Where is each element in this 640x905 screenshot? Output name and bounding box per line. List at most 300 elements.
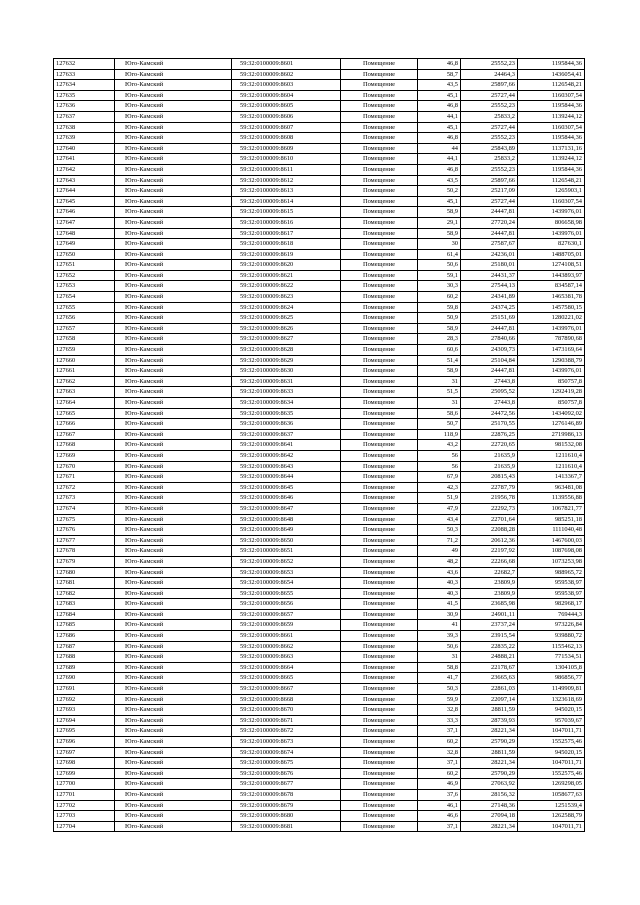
table-row [54,811,585,822]
table-row [54,111,585,122]
price-per-sqm-cell: 22701,64 [461,514,518,525]
total-value-cell: 771534,51 [518,652,585,663]
object-type-cell: Помещение [341,323,418,334]
total-value-cell: 1280221,02 [518,313,585,324]
price-per-sqm-cell: 28811,59 [461,705,518,716]
area-cell: 40,3 [418,578,461,589]
object-type-cell: Помещение [341,281,418,292]
price-per-sqm-cell: 22720,65 [461,440,518,451]
object-type-cell: Помещение [341,302,418,313]
table-row [54,80,585,91]
cadastral-number-cell: 59:32:0100009:8681 [232,821,341,832]
price-per-sqm-cell: 22088,28 [461,525,518,536]
area-cell: 49 [418,546,461,557]
area-cell: 48,2 [418,556,461,567]
row-id-cell: 127670 [54,461,115,472]
price-per-sqm-cell: 23915,54 [461,631,518,642]
price-per-sqm-cell: 25552,23 [461,59,518,70]
row-id-cell: 127633 [54,69,115,80]
area-cell: 67,9 [418,472,461,483]
object-type-cell: Помещение [341,503,418,514]
area-cell: 43,6 [418,567,461,578]
price-per-sqm-cell: 25552,23 [461,101,518,112]
cadastral-number-cell: 59:32:0100009:8654 [232,578,341,589]
object-type-cell: Помещение [341,133,418,144]
cadastral-number-cell: 59:32:0100009:8608 [232,133,341,144]
price-per-sqm-cell: 28221,34 [461,758,518,769]
object-type-cell: Помещение [341,334,418,345]
total-value-cell: 957039,67 [518,715,585,726]
cadastral-number-cell: 59:32:0100009:8611 [232,164,341,175]
total-value-cell: 1155462,13 [518,641,585,652]
price-per-sqm-cell: 24374,25 [461,302,518,313]
cadastral-number-cell: 59:32:0100009:8665 [232,673,341,684]
cadastral-number-cell: 59:32:0100009:8630 [232,366,341,377]
table-row [54,662,585,673]
price-per-sqm-cell: 28811,59 [461,747,518,758]
row-id-cell: 127685 [54,620,115,631]
row-id-cell: 127678 [54,546,115,557]
price-per-sqm-cell: 24447,81 [461,228,518,239]
object-type-cell: Помещение [341,588,418,599]
table-row [54,376,585,387]
area-cell: 29,1 [418,217,461,228]
row-id-cell: 127684 [54,609,115,620]
row-id-cell: 127681 [54,578,115,589]
cadastral-number-cell: 59:32:0100009:8605 [232,101,341,112]
table-row [54,503,585,514]
district-cell: Юго-Камский [115,631,232,642]
area-cell: 30 [418,239,461,250]
price-per-sqm-cell: 25897,66 [461,80,518,91]
cadastral-number-cell: 59:32:0100009:8613 [232,186,341,197]
area-cell: 50,2 [418,186,461,197]
table-row [54,398,585,409]
district-cell: Юго-Камский [115,546,232,557]
district-cell: Юго-Камский [115,366,232,377]
total-value-cell: 1111040,48 [518,525,585,536]
table-row [54,493,585,504]
row-id-cell: 127652 [54,270,115,281]
area-cell: 32,8 [418,747,461,758]
object-type-cell: Помещение [341,684,418,695]
price-per-sqm-cell: 24447,81 [461,207,518,218]
area-cell: 60,2 [418,768,461,779]
table-row [54,514,585,525]
total-value-cell: 1552575,46 [518,737,585,748]
object-type-cell: Помещение [341,631,418,642]
price-per-sqm-cell: 21635,9 [461,450,518,461]
district-cell: Юго-Камский [115,525,232,536]
row-id-cell: 127704 [54,821,115,832]
total-value-cell: 787890,68 [518,334,585,345]
district-cell: Юго-Камский [115,768,232,779]
cadastral-number-cell: 59:32:0100009:8650 [232,535,341,546]
row-id-cell: 127668 [54,440,115,451]
district-cell: Юго-Камский [115,779,232,790]
object-type-cell: Помещение [341,249,418,260]
table-row [54,578,585,589]
total-value-cell: 1087698,08 [518,546,585,557]
object-type-cell: Помещение [341,69,418,80]
price-per-sqm-cell: 25552,23 [461,133,518,144]
area-cell: 50,6 [418,260,461,271]
cadastral-number-cell: 59:32:0100009:8678 [232,789,341,800]
cadastral-number-cell: 59:32:0100009:8635 [232,408,341,419]
area-cell: 30,3 [418,281,461,292]
table-row [54,472,585,483]
table-row [54,419,585,430]
district-cell: Юго-Камский [115,133,232,144]
table-row [54,684,585,695]
district-cell: Юго-Камский [115,800,232,811]
cadastral-number-cell: 59:32:0100009:8679 [232,800,341,811]
total-value-cell: 1195844,36 [518,101,585,112]
area-cell: 37,1 [418,758,461,769]
cadastral-number-cell: 59:32:0100009:8676 [232,768,341,779]
total-value-cell: 1304105,8 [518,662,585,673]
total-value-cell: 1436054,41 [518,69,585,80]
area-cell: 30,9 [418,609,461,620]
total-value-cell: 1195844,36 [518,164,585,175]
area-cell: 58,8 [418,662,461,673]
row-id-cell: 127666 [54,419,115,430]
price-per-sqm-cell: 21635,9 [461,461,518,472]
row-id-cell: 127636 [54,101,115,112]
total-value-cell: 1047011,71 [518,758,585,769]
object-type-cell: Помещение [341,715,418,726]
object-type-cell: Помещение [341,228,418,239]
price-per-sqm-cell: 22292,73 [461,503,518,514]
row-id-cell: 127650 [54,249,115,260]
area-cell: 40,3 [418,588,461,599]
row-id-cell: 127701 [54,789,115,800]
object-type-cell: Помещение [341,260,418,271]
cadastral-number-cell: 59:32:0100009:8657 [232,609,341,620]
cadastral-number-cell: 59:32:0100009:8672 [232,726,341,737]
object-type-cell: Помещение [341,186,418,197]
cadastral-number-cell: 59:32:0100009:8646 [232,493,341,504]
row-id-cell: 127641 [54,154,115,165]
row-id-cell: 127665 [54,408,115,419]
row-id-cell: 127687 [54,641,115,652]
object-type-cell: Помещение [341,175,418,186]
price-per-sqm-cell: 25552,23 [461,164,518,175]
object-type-cell: Помещение [341,450,418,461]
cadastral-number-cell: 59:32:0100009:8662 [232,641,341,652]
cadastral-number-cell: 59:32:0100009:8655 [232,588,341,599]
price-per-sqm-cell: 27443,8 [461,398,518,409]
total-value-cell: 769444,3 [518,609,585,620]
district-cell: Юго-Камский [115,821,232,832]
area-cell: 58,7 [418,69,461,80]
total-value-cell: 1149909,81 [518,684,585,695]
price-per-sqm-cell: 24309,73 [461,345,518,356]
price-per-sqm-cell: 22876,25 [461,429,518,440]
district-cell: Юго-Камский [115,609,232,620]
district-cell: Юго-Камский [115,398,232,409]
row-id-cell: 127673 [54,493,115,504]
row-id-cell: 127632 [54,59,115,70]
cadastral-number-cell: 59:32:0100009:8628 [232,345,341,356]
row-id-cell: 127697 [54,747,115,758]
area-cell: 42,3 [418,482,461,493]
row-id-cell: 127664 [54,398,115,409]
table-row [54,599,585,610]
cadastral-number-cell: 59:32:0100009:8680 [232,811,341,822]
total-value-cell: 1211610,4 [518,450,585,461]
district-cell: Юго-Камский [115,249,232,260]
district-cell: Юго-Камский [115,599,232,610]
cadastral-number-cell: 59:32:0100009:8601 [232,59,341,70]
district-cell: Юго-Камский [115,684,232,695]
total-value-cell: 1160307,54 [518,122,585,133]
district-cell: Юго-Камский [115,111,232,122]
cadastral-number-cell: 59:32:0100009:8610 [232,154,341,165]
object-type-cell: Помещение [341,662,418,673]
price-per-sqm-cell: 25170,55 [461,419,518,430]
cadastral-number-cell: 59:32:0100009:8661 [232,631,341,642]
total-value-cell: 1262588,79 [518,811,585,822]
row-id-cell: 127662 [54,376,115,387]
district-cell: Юго-Камский [115,228,232,239]
district-cell: Юго-Камский [115,535,232,546]
price-per-sqm-cell: 27840,66 [461,334,518,345]
object-type-cell: Помещение [341,535,418,546]
area-cell: 37,6 [418,789,461,800]
total-value-cell: 963481,08 [518,482,585,493]
object-type-cell: Помещение [341,758,418,769]
row-id-cell: 127682 [54,588,115,599]
area-cell: 45,1 [418,122,461,133]
district-cell: Юго-Камский [115,175,232,186]
object-type-cell: Помещение [341,546,418,557]
price-per-sqm-cell: 25217,09 [461,186,518,197]
row-id-cell: 127645 [54,196,115,207]
cadastral-number-cell: 59:32:0100009:8606 [232,111,341,122]
object-type-cell: Помещение [341,313,418,324]
table-row [54,270,585,281]
area-cell: 45,1 [418,90,461,101]
total-value-cell: 850757,8 [518,398,585,409]
price-per-sqm-cell: 27148,36 [461,800,518,811]
row-id-cell: 127703 [54,811,115,822]
price-per-sqm-cell: 22787,79 [461,482,518,493]
table-row [54,313,585,324]
table-row [54,715,585,726]
district-cell: Юго-Камский [115,376,232,387]
row-id-cell: 127671 [54,472,115,483]
object-type-cell: Помещение [341,366,418,377]
cadastral-number-cell: 59:32:0100009:8631 [232,376,341,387]
total-value-cell: 806658,98 [518,217,585,228]
total-value-cell: 959538,97 [518,588,585,599]
price-per-sqm-cell: 27587,67 [461,239,518,250]
price-per-sqm-cell: 23737,24 [461,620,518,631]
district-cell: Юго-Камский [115,281,232,292]
area-cell: 59,9 [418,694,461,705]
row-id-cell: 127689 [54,662,115,673]
price-per-sqm-cell: 27063,92 [461,779,518,790]
row-id-cell: 127675 [54,514,115,525]
cadastral-number-cell: 59:32:0100009:8624 [232,302,341,313]
table-row [54,355,585,366]
row-id-cell: 127659 [54,345,115,356]
total-value-cell: 1195844,36 [518,133,585,144]
table-row [54,59,585,70]
area-cell: 31 [418,652,461,663]
area-cell: 60,6 [418,345,461,356]
area-cell: 118,9 [418,429,461,440]
table-row [54,429,585,440]
object-type-cell: Помещение [341,292,418,303]
district-cell: Юго-Камский [115,662,232,673]
cadastral-number-cell: 59:32:0100009:8649 [232,525,341,536]
district-cell: Юго-Камский [115,450,232,461]
area-cell: 50,7 [418,419,461,430]
row-id-cell: 127655 [54,302,115,313]
object-type-cell: Помещение [341,556,418,567]
price-per-sqm-cell: 23809,9 [461,578,518,589]
cadastral-number-cell: 59:32:0100009:8644 [232,472,341,483]
property-table [53,58,585,832]
table-row [54,217,585,228]
district-cell: Юго-Камский [115,270,232,281]
total-value-cell: 1269298,05 [518,779,585,790]
district-cell: Юго-Камский [115,440,232,451]
cadastral-number-cell: 59:32:0100009:8675 [232,758,341,769]
total-value-cell: 1067821,77 [518,503,585,514]
area-cell: 46,9 [418,779,461,790]
total-value-cell: 1139244,12 [518,154,585,165]
district-cell: Юго-Камский [115,514,232,525]
price-per-sqm-cell: 28221,34 [461,726,518,737]
cadastral-number-cell: 59:32:0100009:8671 [232,715,341,726]
object-type-cell: Помещение [341,472,418,483]
table-row [54,122,585,133]
row-id-cell: 127658 [54,334,115,345]
cadastral-number-cell: 59:32:0100009:8652 [232,556,341,567]
table-row [54,186,585,197]
area-cell: 31 [418,398,461,409]
cadastral-number-cell: 59:32:0100009:8607 [232,122,341,133]
object-type-cell: Помещение [341,694,418,705]
object-type-cell: Помещение [341,599,418,610]
area-cell: 61,4 [418,249,461,260]
area-cell: 43,2 [418,440,461,451]
price-per-sqm-cell: 25843,89 [461,143,518,154]
table-row [54,694,585,705]
table-row [54,133,585,144]
total-value-cell: 1195844,36 [518,59,585,70]
district-cell: Юго-Камский [115,503,232,514]
cadastral-number-cell: 59:32:0100009:8637 [232,429,341,440]
area-cell: 41,7 [418,673,461,684]
row-id-cell: 127695 [54,726,115,737]
area-cell: 37,1 [418,821,461,832]
cadastral-number-cell: 59:32:0100009:8643 [232,461,341,472]
cadastral-number-cell: 59:32:0100009:8625 [232,313,341,324]
total-value-cell: 1160307,54 [518,196,585,207]
price-per-sqm-cell: 27443,8 [461,376,518,387]
total-value-cell: 1160307,54 [518,90,585,101]
table-row [54,164,585,175]
cadastral-number-cell: 59:32:0100009:8617 [232,228,341,239]
area-cell: 46,8 [418,59,461,70]
row-id-cell: 127677 [54,535,115,546]
cadastral-number-cell: 59:32:0100009:8667 [232,684,341,695]
area-cell: 58,9 [418,366,461,377]
district-cell: Юго-Камский [115,313,232,324]
price-per-sqm-cell: 25104,84 [461,355,518,366]
object-type-cell: Помещение [341,387,418,398]
cadastral-number-cell: 59:32:0100009:8648 [232,514,341,525]
object-type-cell: Помещение [341,609,418,620]
total-value-cell: 1323618,69 [518,694,585,705]
table-row [54,535,585,546]
district-cell: Юго-Камский [115,461,232,472]
object-type-cell: Помещение [341,143,418,154]
cadastral-number-cell: 59:32:0100009:8670 [232,705,341,716]
price-per-sqm-cell: 25833,2 [461,154,518,165]
object-type-cell: Помещение [341,345,418,356]
district-cell: Юго-Камский [115,578,232,589]
total-value-cell: 945020,15 [518,747,585,758]
object-type-cell: Помещение [341,80,418,91]
row-id-cell: 127702 [54,800,115,811]
table-row [54,641,585,652]
price-per-sqm-cell: 23665,63 [461,673,518,684]
object-type-cell: Помещение [341,196,418,207]
area-cell: 60,2 [418,737,461,748]
table-row [54,705,585,716]
total-value-cell: 850757,8 [518,376,585,387]
object-type-cell: Помещение [341,429,418,440]
object-type-cell: Помещение [341,800,418,811]
total-value-cell: 1473169,64 [518,345,585,356]
cadastral-number-cell: 59:32:0100009:8619 [232,249,341,260]
table-row [54,154,585,165]
row-id-cell: 127634 [54,80,115,91]
table-row [54,143,585,154]
object-type-cell: Помещение [341,398,418,409]
cadastral-number-cell: 59:32:0100009:8633 [232,387,341,398]
table-row [54,609,585,620]
total-value-cell: 1058677,63 [518,789,585,800]
price-per-sqm-cell: 22835,22 [461,641,518,652]
cadastral-number-cell: 59:32:0100009:8616 [232,217,341,228]
district-cell: Юго-Камский [115,154,232,165]
total-value-cell: 1439976,01 [518,228,585,239]
total-value-cell: 1457580,15 [518,302,585,313]
cadastral-number-cell: 59:32:0100009:8659 [232,620,341,631]
total-value-cell: 945020,15 [518,705,585,716]
cadastral-number-cell: 59:32:0100009:8656 [232,599,341,610]
table-row [54,726,585,737]
total-value-cell: 834587,14 [518,281,585,292]
row-id-cell: 127699 [54,768,115,779]
row-id-cell: 127679 [54,556,115,567]
district-cell: Юго-Камский [115,239,232,250]
area-cell: 31 [418,376,461,387]
table-row [54,450,585,461]
price-per-sqm-cell: 28739,93 [461,715,518,726]
total-value-cell: 1439976,01 [518,323,585,334]
district-cell: Юго-Камский [115,737,232,748]
object-type-cell: Помещение [341,59,418,70]
object-type-cell: Помещение [341,525,418,536]
table-row [54,387,585,398]
